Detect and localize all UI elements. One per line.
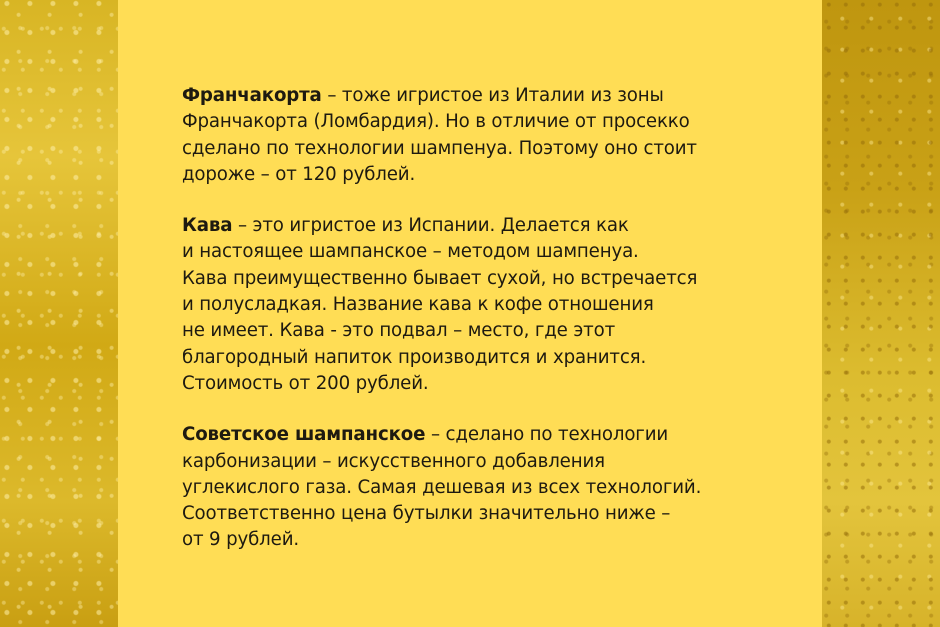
- yellow-text-panel: [118, 0, 822, 627]
- paragraph-line: Соответственно цена бутылки значительно ниже –: [182, 503, 671, 525]
- paragraph-line: Кава – это игристое из Испании. Делается как: [182, 215, 629, 237]
- paragraph-line: Советское шампанское – сделано по технологии: [182, 424, 669, 446]
- term-franciacorta: Франчакорта: [182, 85, 322, 106]
- paragraph-line: Стоимость от 200 рублей.: [182, 372, 429, 394]
- term-soviet-champagne: Советское шампанское: [182, 424, 426, 446]
- paragraph-line: сделано по технологии шампенуа. Поэтому оно стоит: [182, 137, 697, 159]
- term-cava: Кава: [182, 215, 233, 237]
- paragraph-line: благородный напиток производится и хранится.: [182, 346, 647, 368]
- paragraph-line: углекислого газа. Самая дешевая из всех технологий.: [182, 476, 702, 498]
- paragraph-soviet-champagne: [182, 422, 782, 553]
- paragraph-line: Франчакорта – тоже игристое из Италии из зоны: [182, 85, 664, 106]
- paragraph-line: Кава преимущественно бывает сухой, но встречается: [182, 267, 698, 289]
- article-content: [182, 83, 782, 579]
- gold-glitter-left-edge: [0, 0, 118, 627]
- paragraph-line: не имеет. Кава - это подвал – место, где этот: [182, 320, 616, 342]
- paragraph-line: от 9 рублей.: [182, 529, 299, 551]
- paragraph-line: и настоящее шампанское – методом шампенуа.: [182, 241, 639, 263]
- gold-glitter-right-edge: [822, 0, 940, 627]
- paragraph-franciacorta: [182, 83, 782, 188]
- paragraph-line: дороже – от 120 рублей.: [182, 163, 416, 185]
- paragraph-line: карбонизации – искусственного добавления: [182, 450, 605, 472]
- paragraph-line: Франчакорта (Ломбардия). Но в отличие от просекко: [182, 111, 690, 133]
- paragraph-cava: [182, 213, 782, 397]
- paragraph-line: и полусладкая. Название кава к кофе отношения: [182, 294, 654, 316]
